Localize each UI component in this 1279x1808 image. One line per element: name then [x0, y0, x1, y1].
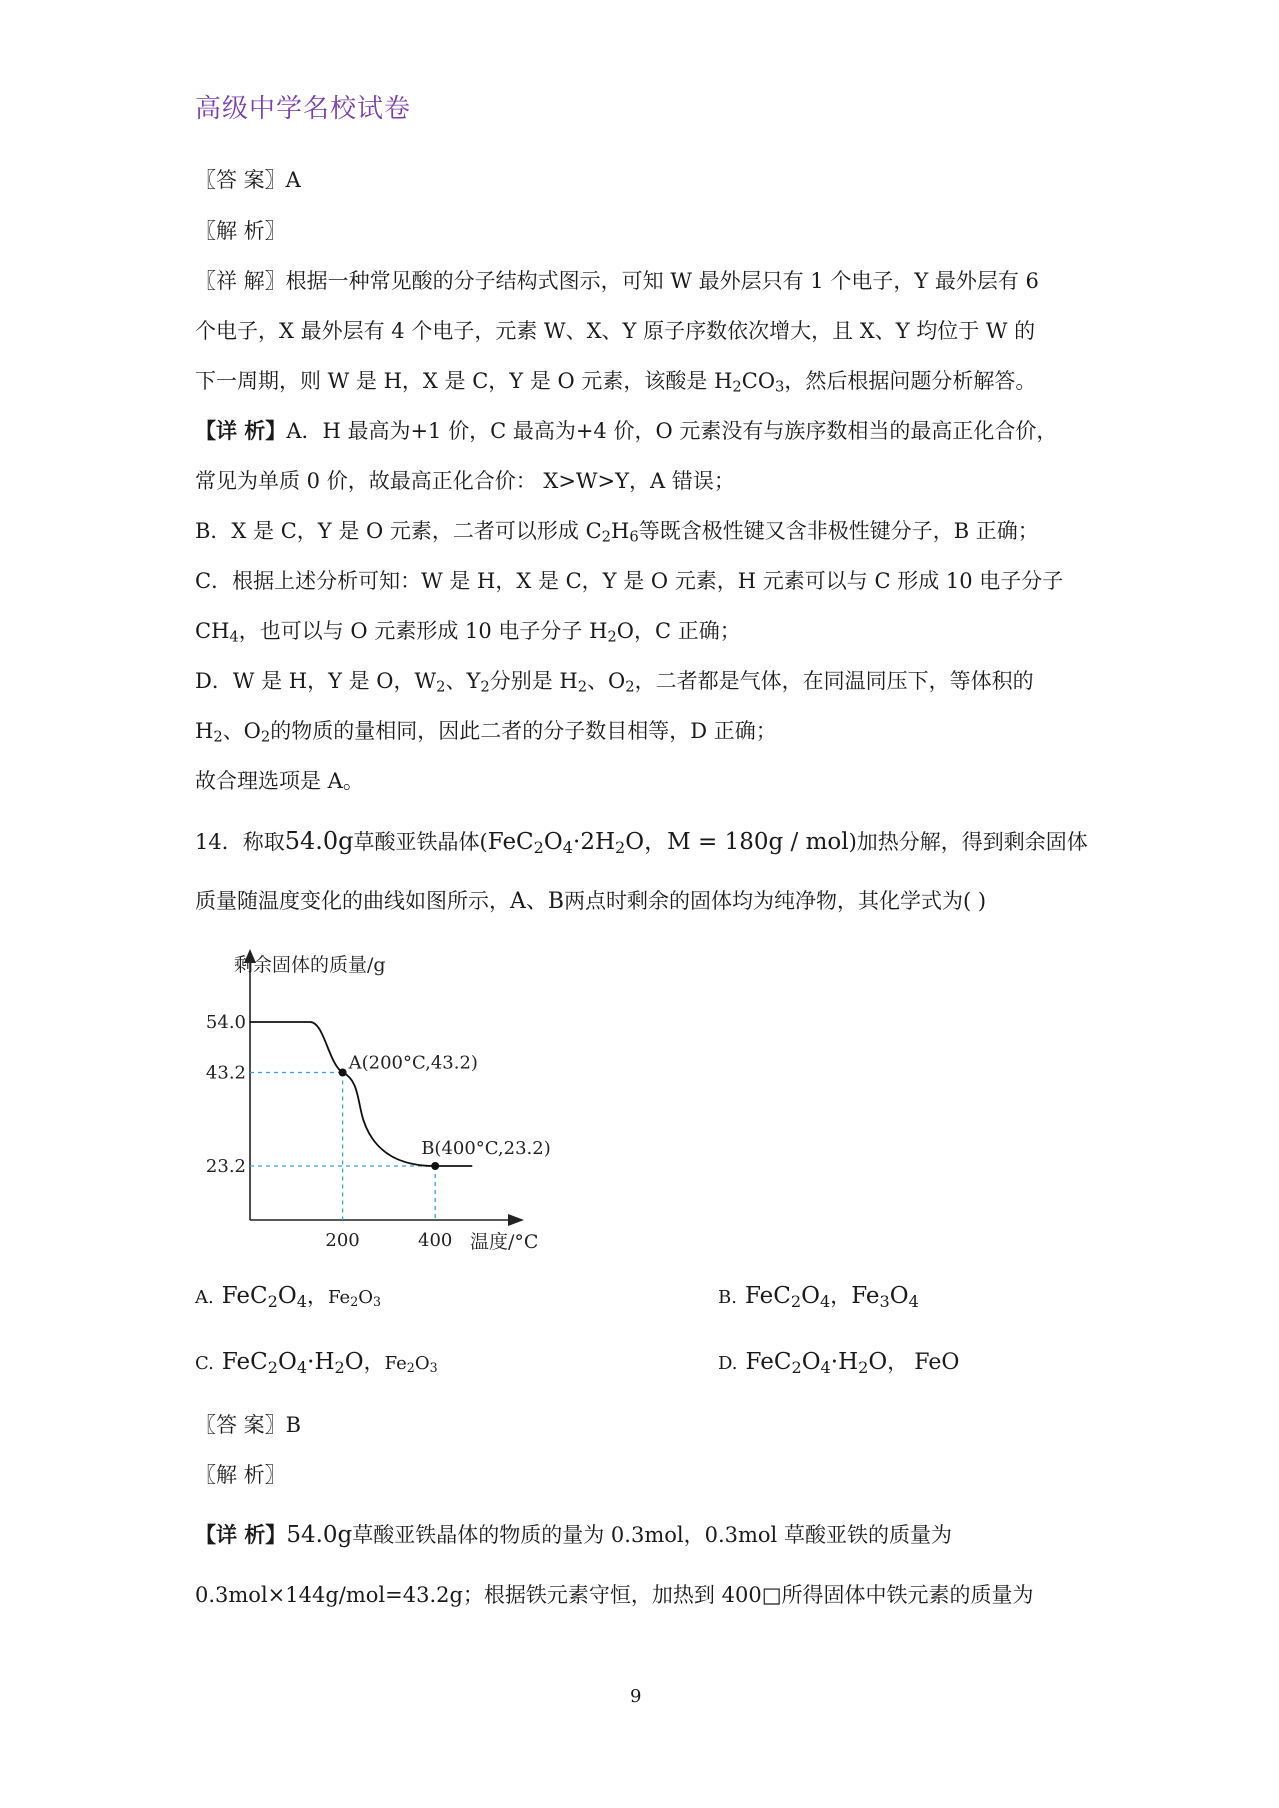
page-number: 9 — [630, 1686, 642, 1707]
q14-analysis: 〖解 析〗 — [195, 1463, 286, 1487]
y-tick-label: 23.2 — [205, 1156, 246, 1177]
q14-xi-1: 【详 析】54.0g草酸亚铁晶体的物质的量为 0.3mol，0.3mol 草酸亚铁的质量为 — [195, 1522, 952, 1548]
q14-xi-2: 0.3mol×144g/mol=43.2g；根据铁元素守恒，加热到 400□所得固体中铁元素的质量为 — [195, 1583, 1034, 1607]
x-axis-label: 温度/°C — [470, 1231, 539, 1253]
x-tick-label: 200 — [325, 1230, 360, 1251]
q13-xi-2: 常见为单质 0 价，故最高正化合价： X>W>Y，A 错误； — [195, 469, 735, 493]
choice-b[interactable]: B. $FeC_2O_4$，$Fe_3O_4$ — [718, 1283, 919, 1312]
point-a-label: A(200°C,43.2) — [348, 1052, 478, 1074]
y-tick-label: 43.2 — [205, 1062, 246, 1084]
q13-detail-2: 个电子，X 最外层有 4 个电子，元素 W、X、Y 原子序数依次增大，且 X、Y 均位于 W 的 — [195, 319, 1036, 343]
q13-option-c-1: C．根据上述分析可知：W 是 H，X 是 C，Y 是 O 元素，H 元素可以与 C 形成 10 电子分子 — [195, 569, 1064, 593]
choice-d[interactable]: D. $FeC_2O_4\cdot H_2O$， FeO — [718, 1349, 960, 1378]
y-axis-label: 剩余固体的质量/g — [234, 954, 386, 976]
x-axis-arrow — [508, 1214, 524, 1226]
q13-detail-3: 下一周期，则 W 是 H，X 是 C，Y 是 O 元素，该酸是 $H_2CO_3$，然后根据问题分析解答。 — [195, 369, 1037, 396]
choice-c[interactable]: C. $FeC_2O_4\cdot H_2O$，$Fe_2O_3$ — [195, 1349, 438, 1378]
q14-stem-2: 质量随温度变化的曲线如图所示，A、B两点时剩余的固体均为纯净物，其化学式为( ) — [195, 889, 987, 914]
q13-option-d-2: $H_2$、$O_2$的物质的量相同，因此二者的分子数目相等，D 正确； — [195, 719, 777, 746]
q13-conclusion: 故合理选项是 A。 — [195, 769, 364, 793]
point-b-label: B(400°C,23.2) — [421, 1138, 551, 1159]
q13-option-c-2: $CH_4$，也可以与 O 元素形成 10 电子分子 $H_2O$，C 正确； — [195, 619, 741, 646]
point-b — [431, 1162, 439, 1170]
q13-option-b: B．X 是 C，Y 是 O 元素，二者可以形成 $C_2H_6$等既含极性键又含非极性键分子，B 正确； — [195, 519, 1039, 546]
q13-answer: 〖答 案〗A — [195, 168, 301, 192]
y-tick-label: 54.0 — [205, 1012, 246, 1033]
q13-detail-1: 〖祥 解〗根据一种常见酸的分子结构式图示，可知 W 最外层只有 1 个电子，Y 最外层有 6 — [195, 269, 1039, 293]
q13-xi-1: 【详 析】A．H 最高为+1 价，C 最高为+4 价，O 元素没有与族序数相当的最高正化合价， — [195, 418, 1058, 443]
q13-option-d-1: D．W 是 H，Y 是 O，$W_2$、$Y_2$分别是 $H_2$、$O_2$，二者都是气体，在同温同压下，等体积的 — [195, 669, 1034, 696]
q14-answer: 〖答 案〗B — [195, 1413, 302, 1437]
point-a — [339, 1068, 347, 1076]
page-header: 高级中学名校试卷 — [195, 94, 412, 124]
x-tick-label: 400 — [418, 1230, 453, 1251]
q13-analysis: 〖解 析〗 — [195, 219, 286, 243]
mass-temperature-chart — [190, 945, 570, 1260]
choice-a[interactable]: A. $FeC_2O_4$，$Fe_2O_3$ — [195, 1283, 381, 1312]
q14-stem-1: 14．称取54.0g草酸亚铁晶体($FeC_2O_4\cdot 2H_2O$，M = 180g / mol)加热分解，得到剩余固体 — [195, 827, 1088, 858]
